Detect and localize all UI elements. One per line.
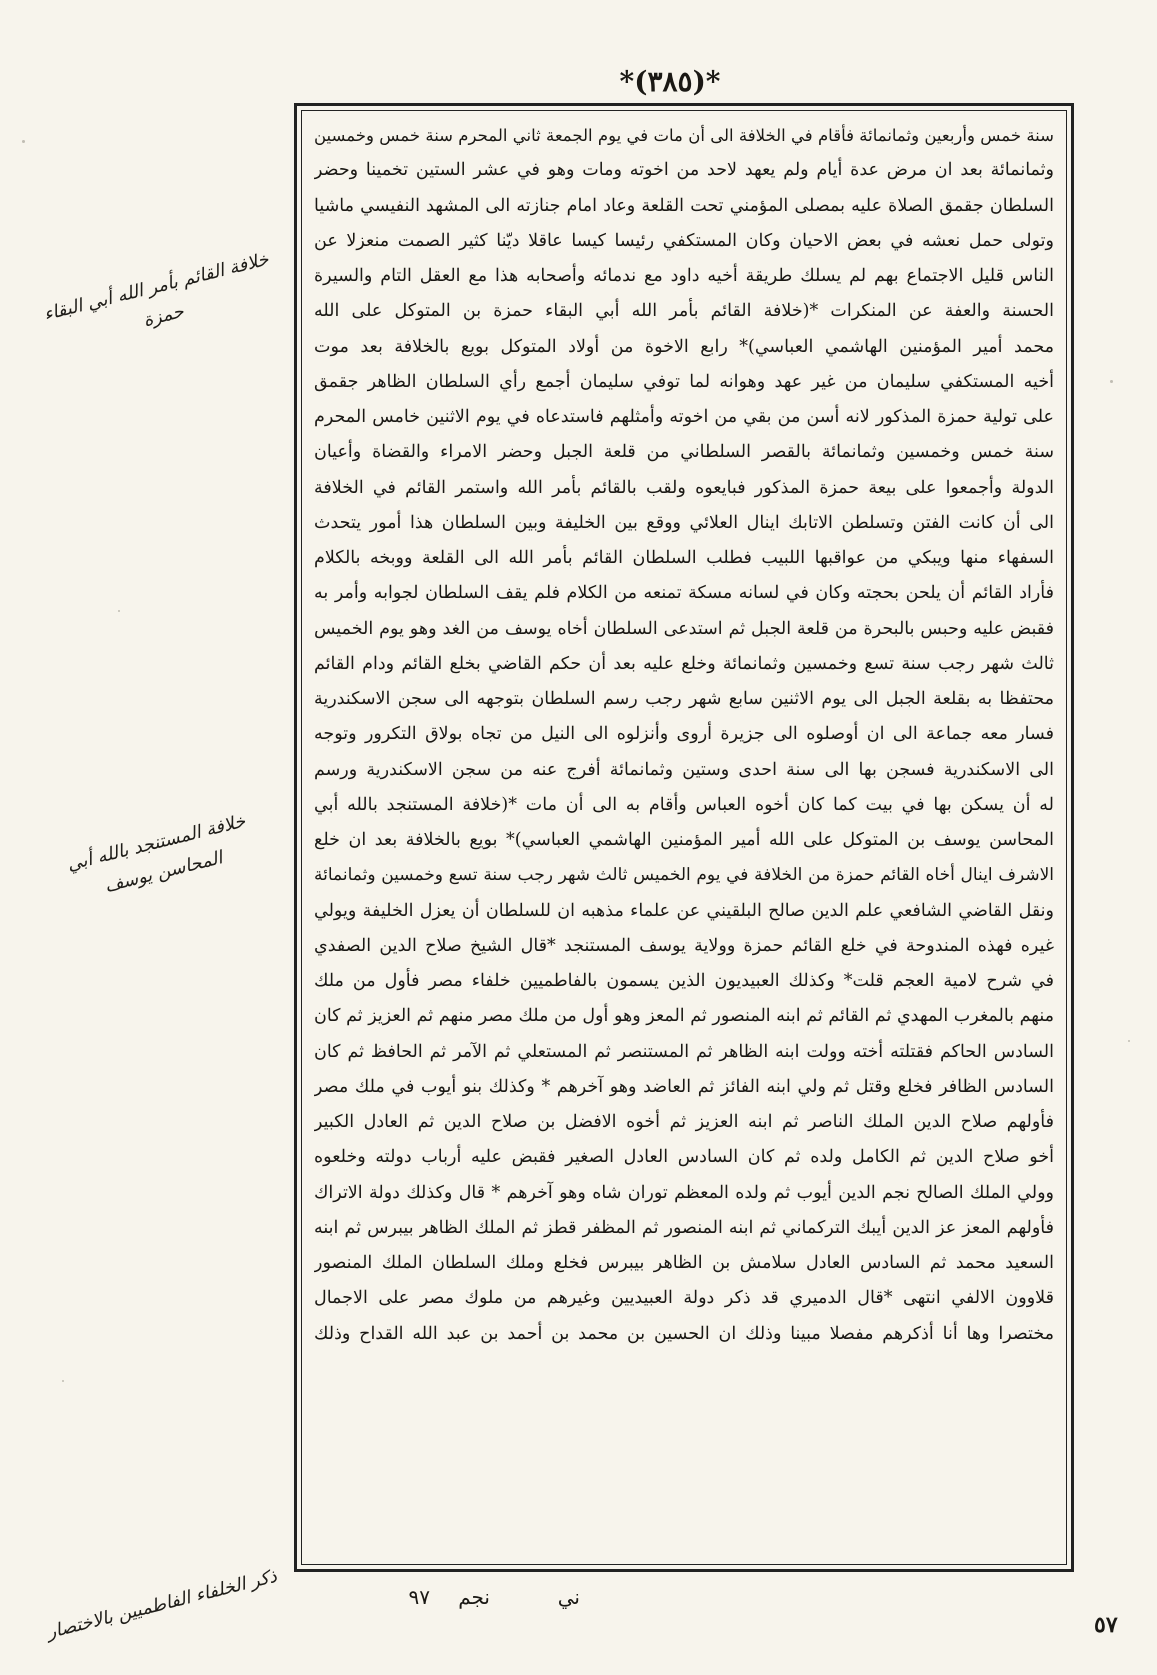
text-line: السفهاء منها ويبكي من عواقبها اللبيب فطلب السلطان القائم بأمر الله الى القلعة ووبخه بالكلام xyxy=(314,548,1054,568)
signature-number: ٩٧ xyxy=(408,1585,430,1609)
text-line: قلاوون الالفي انتهى *قال الدميري قد ذكر دولة العبيديين وغيرهم من ملوك مصر على الاجمال xyxy=(314,1288,1054,1309)
margin-note-al-qaim-caliphate: خلافة القائم بأمر الله أبي البقاء حمزة xyxy=(41,248,271,332)
text-line: على تولية حمزة المذكور لانه أسن من بقي من اخوته وأمثلهم فاستدعاه في يوم الاثنين خامس المحرم xyxy=(314,407,1054,427)
text-line: فأراد القائم أن يلحن بحجته وكان في لسانه مسكة تمنعه من الكلام فلم يقف السلطان لجوابه وأمر به xyxy=(314,583,1054,604)
paper-speck xyxy=(62,1380,64,1382)
main-text-block xyxy=(306,116,1062,1564)
text-line: فقبض عليه وحبس بالبحرة من قلعة الجبل ثم استدعى السلطان أخاه يوسف من الغد وهو يوم الخميس xyxy=(314,618,1054,639)
text-line: محتفظا به بقلعة الجبل الى يوم الاثنين سابع شهر رجب رسم السلطان بتوجهه الى سجن الاسكندرية xyxy=(314,689,1054,709)
text-line: السادس الظافر فخلع وقتل ثم ولي ابنه الفائز ثم العاضد وهو آخرهم * وكذلك بنو أيوب في ملك مصر xyxy=(314,1076,1054,1097)
text-line: الى أن كانت الفتن وتسلطن الاتابك اينال العلائي ووقع بين الخليفة وبين السلطان هذا أمور يتحدث xyxy=(314,512,1054,533)
text-line: فأولهم المعز عز الدين أيبك التركماني ثم ابنه المنصور ثم المظفر قطز ثم الملك الظاهر بيبرس ثم ابنه xyxy=(314,1217,1054,1238)
text-line: السلطان جقمق الصلاة عليه بمصلى المؤمني تحت القلعة وعاد امام جنازته الى المشهد النفيسي ماشيا xyxy=(314,195,1054,216)
text-line: له أن يسكن بها في بيت كما كان أخوه العباس وأقام به الى أن مات *(خلافة المستنجد بالله أبي xyxy=(314,794,1054,815)
text-line: أخو صلاح الدين ثم الكامل ولده ثم كان السادس العادل الصغير فقبض عليه أرباب دولته وخلعوه xyxy=(314,1147,1054,1168)
text-line: المحاسن يوسف بن المتوكل على الله أمير المؤمنين الهاشمي العباسي)* بويع بالخلافة بعد ان خلع xyxy=(314,830,1054,850)
paper-speck xyxy=(1110,380,1113,383)
paper-speck xyxy=(1128,1040,1130,1042)
text-line: فسار معه جماعة الى ان أوصلوه الى جزيرة أروى وأنزلوه الى النيل من تجاه بولاق التكرور وتوجه xyxy=(314,724,1054,745)
text-line: محمد أمير المؤمنين الهاشمي العباسي)* رابع الاخوة من أولاد المتوكل بويع بالخلافة بعد موت xyxy=(314,336,1054,357)
text-line: الدولة وأجمعوا على بيعة حمزة المذكور فبايعوه ولقب بالقائم بأمر الله واستمر القائم في الخلافة xyxy=(314,477,1054,498)
text-line: الناس قليل الاجتماع بهم لم يسلك طريقة أخيه داود مع ندمائه وأصحابه هذا مع العقل التام والسيرة xyxy=(314,266,1054,286)
text-line: منهم بالمغرب المهدي ثم القائم ثم ابنه المنصور ثم المعز وهو أول من ملك مصر منهم ثم العزيز ثم كان xyxy=(314,1006,1054,1027)
signature-line xyxy=(400,1582,820,1612)
margin-note-al-mustanjid-caliphate: خلافة المستنجد بالله أبي المحاسن يوسف xyxy=(65,810,248,897)
text-line: أخيه المستكفي سليمان من غير عهد وهوانه لما توفي سليمان أجمع رأي السلطان الظاهر جقمق xyxy=(314,371,1054,392)
signature-mark: نجم xyxy=(458,1585,490,1609)
text-line: فأولهم صلاح الدين الملك الناصر ثم ابنه العزيز ثم أخوه الافضل بن صلاح الدين ثم العادل الكبير xyxy=(314,1112,1054,1132)
text-line: في شرح لامية العجم قلت* وكذلك العبيديون الذين يسمون بالفاطميين خلفاء مصر فأول من ملك xyxy=(314,971,1054,991)
text-line: ثالث شهر رجب سنة تسع وخمسين وثمانمائة وخلع عليه بعد أن حكم القاضي بخلع القائم ودام القائم xyxy=(314,653,1054,674)
page-number: *(٣٨٥)* xyxy=(619,65,721,98)
text-line: الحسنة والعفة عن المنكرات *(خلافة القائم بأمر الله أبي البقاء حمزة بن المتوكل على الله xyxy=(314,301,1054,322)
text-line: سنة خمس وأربعين وثمانمائة فأقام في الخلافة الى أن مات في يوم الجمعة ثاني المحرم سنة خمس وخمسين xyxy=(314,126,1054,145)
text-line: السعيد محمد ثم السادس العادل سلامش بن الظاهر بيبرس فخلع وملك السلطان الملك المنصور xyxy=(314,1253,1054,1273)
text-line: مختصرا وها أنا أذكرهم مفصلا مبينا وذلك ان الحسين بن محمد بن أحمد بن عبد الله القداح وذلك xyxy=(314,1323,1054,1344)
text-line: غيره فهذه المندوحة في خلع القائم حمزة وولاية يوسف المستنجد *قال الشيخ صلاح الدين الصفدي xyxy=(314,935,1054,956)
text-line: وولي الملك الصالح نجم الدين أيوب ثم ولده المعظم توران شاه وهو آخرهم * قال وكذلك دولة الاتراك xyxy=(314,1182,1054,1203)
paper-speck xyxy=(118,610,120,612)
paper-speck xyxy=(22,140,25,143)
text-line: وتولى حمل نعشه في بعض الاحيان وكان المستكفي رئيسا كيسا عاقلا ديّنا كثير الصمت منعزلا عن xyxy=(314,230,1054,251)
text-line: ونقل القاضي الشافعي علم الدين صالح البلقيني عن علماء مذهبه ان للسلطان أن يعزل الخليفة ويولي xyxy=(314,900,1054,921)
signature-letter: ني xyxy=(557,1585,580,1609)
text-line: وثمانمائة بعد ان مرض عدة أيام ولم يعهد لاحد من اخوته ومات وهو في عشر الستين تخمينا وحضر xyxy=(314,160,1054,181)
margin-note-fatimid-caliphs: ذكر الخلفاء الفاطميين بالاختصار xyxy=(44,1565,280,1644)
text-line: السادس الحاكم فقتلته أخته وولت ابنه الظاهر ثم المستنصر ثم المستعلي ثم الآمر ثم الحافظ ثم كان xyxy=(314,1041,1054,1062)
text-line: الى الاسكندرية فسجن بها الى سنة احدى وستين وثمانمائة أفرج عنه من سجن الاسكندرية ورسم xyxy=(314,759,1054,780)
text-line: سنة خمس وخمسين وثمانمائة بالقصر السلطاني من قلعة الجبل وحضر الامراء والقضاة وأعيان xyxy=(314,442,1054,463)
text-line: الاشرف اينال أخاه القائم حمزة من الخلافة في يوم الخميس ثالث شهر رجب سنة تسع وخمسين وثمانمائة xyxy=(314,865,1054,886)
folio-number: ٥٧ xyxy=(1094,1612,1118,1638)
